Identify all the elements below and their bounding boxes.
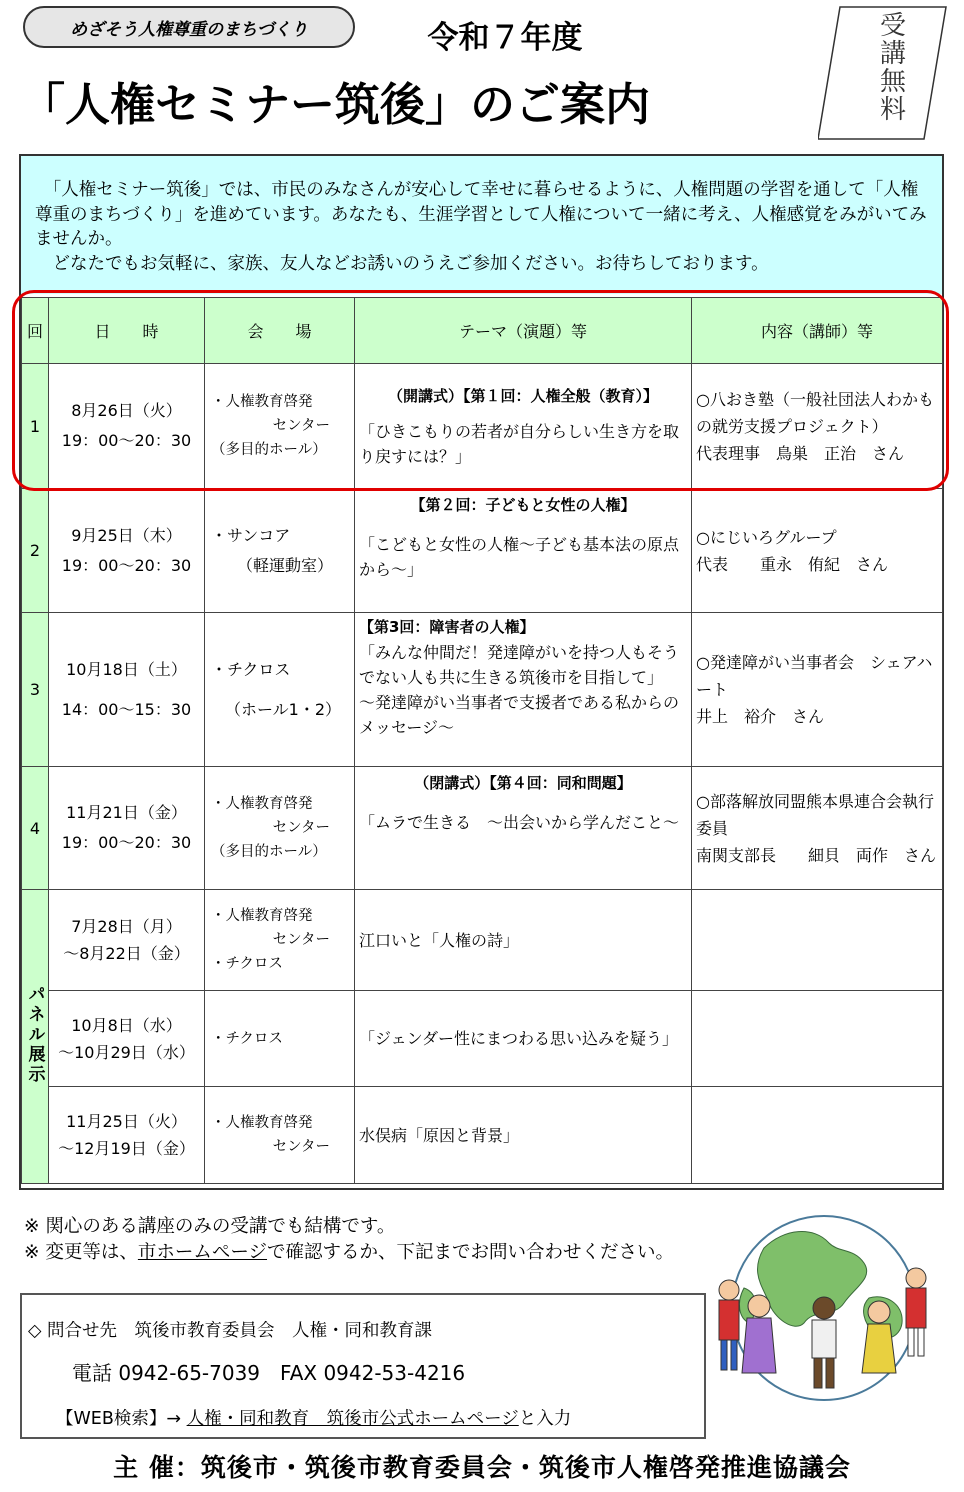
session-lecturer: ○部落解放同盟熊本県連合会執行委員 南関支部長 細貝 両作 さん <box>692 767 943 890</box>
session-venue: ・サンコア （軽運動室） <box>205 489 355 613</box>
panel-content <box>692 1087 943 1184</box>
contact-box <box>20 1293 706 1439</box>
panel-venue: ・人権教育啓発 センター ・チクロス <box>205 890 355 991</box>
session-number: 1 <box>22 364 49 489</box>
note-2: ※ 変更等は、市ホームページで確認するか、下記までお問い合わせください。 <box>24 1242 675 1263</box>
table-row <box>22 767 943 890</box>
table-row <box>22 489 943 613</box>
header-content: 内容（講師）等 <box>692 298 943 364</box>
panel-theme: 水俣病「原因と背景」 <box>355 1087 692 1184</box>
header-theme: テーマ（演題）等 <box>355 298 692 364</box>
session-venue: ・チクロス （ホール1・2） <box>205 613 355 767</box>
session-datetime: 11月21日（金） 19：00～20：30 <box>49 767 205 890</box>
session-datetime: 9月25日（木） 19：00～20：30 <box>49 489 205 613</box>
free-admission-badge <box>818 6 948 140</box>
header-date: 日 時 <box>49 298 205 364</box>
free-char-3: 無 <box>879 67 906 97</box>
panel-venue: ・チクロス <box>205 991 355 1087</box>
web-search-line: 【WEB検索】→ 人権・同和教育 筑後市公式ホームページと入力 <box>56 1409 572 1429</box>
free-char-4: 料 <box>879 95 906 125</box>
intro-text <box>21 156 942 294</box>
session-venue: ・人権教育啓発 センター （多目的ホール） <box>205 767 355 890</box>
panel-dates: 11月25日（火） ～12月19日（金） <box>49 1087 205 1184</box>
table-row <box>22 991 943 1087</box>
table-row <box>22 1087 943 1184</box>
slogan-badge <box>23 6 355 48</box>
free-char-1: 受 <box>879 11 906 41</box>
session-datetime: 8月26日（火） 19：00～20：30 <box>49 364 205 489</box>
session-number: 4 <box>22 767 49 890</box>
panel-dates: 7月28日（月） ～8月22日（金） <box>49 890 205 991</box>
session-theme: （開講式）【第１回：人権全般（教育）】 「ひきこもりの若者が自分らしい生き方を取り戻すには？」 <box>355 364 692 489</box>
session-lecturer: ○八おき塾（一般社団法人わかもの就労支援プロジェクト） 代表理事 鳥巣 正治 さん <box>692 364 943 489</box>
intro-paragraph-2: どなたでもお気軽に、家族、友人などお誘いのうえご参加ください。お待ちしております。 <box>52 253 769 274</box>
panel-theme: 「ジェンダー性にまつわる思い込みを疑う」 <box>355 991 692 1087</box>
session-theme: 【第3回：障害者の人権】 「みんな仲間だ！発達障がいを持つ人もそうでない人も共に生きる筑後市を目指して」 ～発達障がい当事者で支援者である私からのメッセージ～ <box>355 613 692 767</box>
session-number: 2 <box>22 489 49 613</box>
session-venue: ・人権教育啓発 センター （多目的ホール） <box>205 364 355 489</box>
panel-venue: ・人権教育啓発 センター <box>205 1087 355 1184</box>
web-search-link[interactable]: 人権・同和教育 筑後市公式ホームページ <box>186 1409 519 1429</box>
panel-exhibit-label: パネル展示 <box>22 890 49 1184</box>
panel-content <box>692 991 943 1087</box>
highlight-annotation <box>12 290 949 491</box>
session-lecturer: ○発達障がい当事者会 シェアハート 井上 裕介 さん <box>692 613 943 767</box>
session-number: 3 <box>22 613 49 767</box>
page-title: 「人権セミナー筑後」のご案内 <box>20 78 651 131</box>
notes <box>24 1214 674 1266</box>
session-theme: （閉講式）【第４回：同和問題】 「ムラで生きる ～出会いから学んだこと～ <box>355 767 692 890</box>
free-char-2: 講 <box>879 39 906 69</box>
note-1: ※ 関心のある講座のみの受講でも結構です。 <box>24 1216 396 1237</box>
session-datetime: 10月18日（土） 14：00～15：30 <box>49 613 205 767</box>
panel-dates: 10月8日（水） ～10月29日（水） <box>49 991 205 1087</box>
intro-paragraph-1: 「人権セミナー筑後」では、市民のみなさんが安心して幸せに暮らせるように、人権問題の学習を通して「人権尊重のまちづくり」を進めています。あなたも、生涯学習として人権について一緒に考え、人権感覚をみがいてみませんか。 <box>35 180 927 249</box>
fiscal-year: 令和７年度 <box>427 20 583 56</box>
panel-content <box>692 890 943 991</box>
header-venue: 会 場 <box>205 298 355 364</box>
session-theme: 【第２回：子どもと女性の人権】 「こどもと女性の人権～子ども基本法の原点から～」 <box>355 489 692 613</box>
session-lecturer: ○にじいろグループ 代表 重永 侑紀 さん <box>692 489 943 613</box>
panel-theme: 江口いと「人権の詩」 <box>355 890 692 991</box>
table-row <box>22 890 943 991</box>
slogan-text: めざそう人権尊重のまちづくり <box>70 19 308 40</box>
contact-office: ◇ 問合せ先 筑後市教育委員会 人権・同和教育課 <box>28 1321 433 1341</box>
city-homepage-link[interactable]: 市ホームページ <box>137 1242 268 1263</box>
contact-phone: 電話 0942-65-7039 FAX 0942-53-4216 <box>72 1361 466 1385</box>
table-row <box>22 613 943 767</box>
organizer-footer: 主 催：筑後市・筑後市教育委員会・筑後市人権啓発推進協議会 <box>113 1453 851 1482</box>
globe-children-illustration <box>704 1208 944 1408</box>
header-num: 回 <box>22 298 49 364</box>
